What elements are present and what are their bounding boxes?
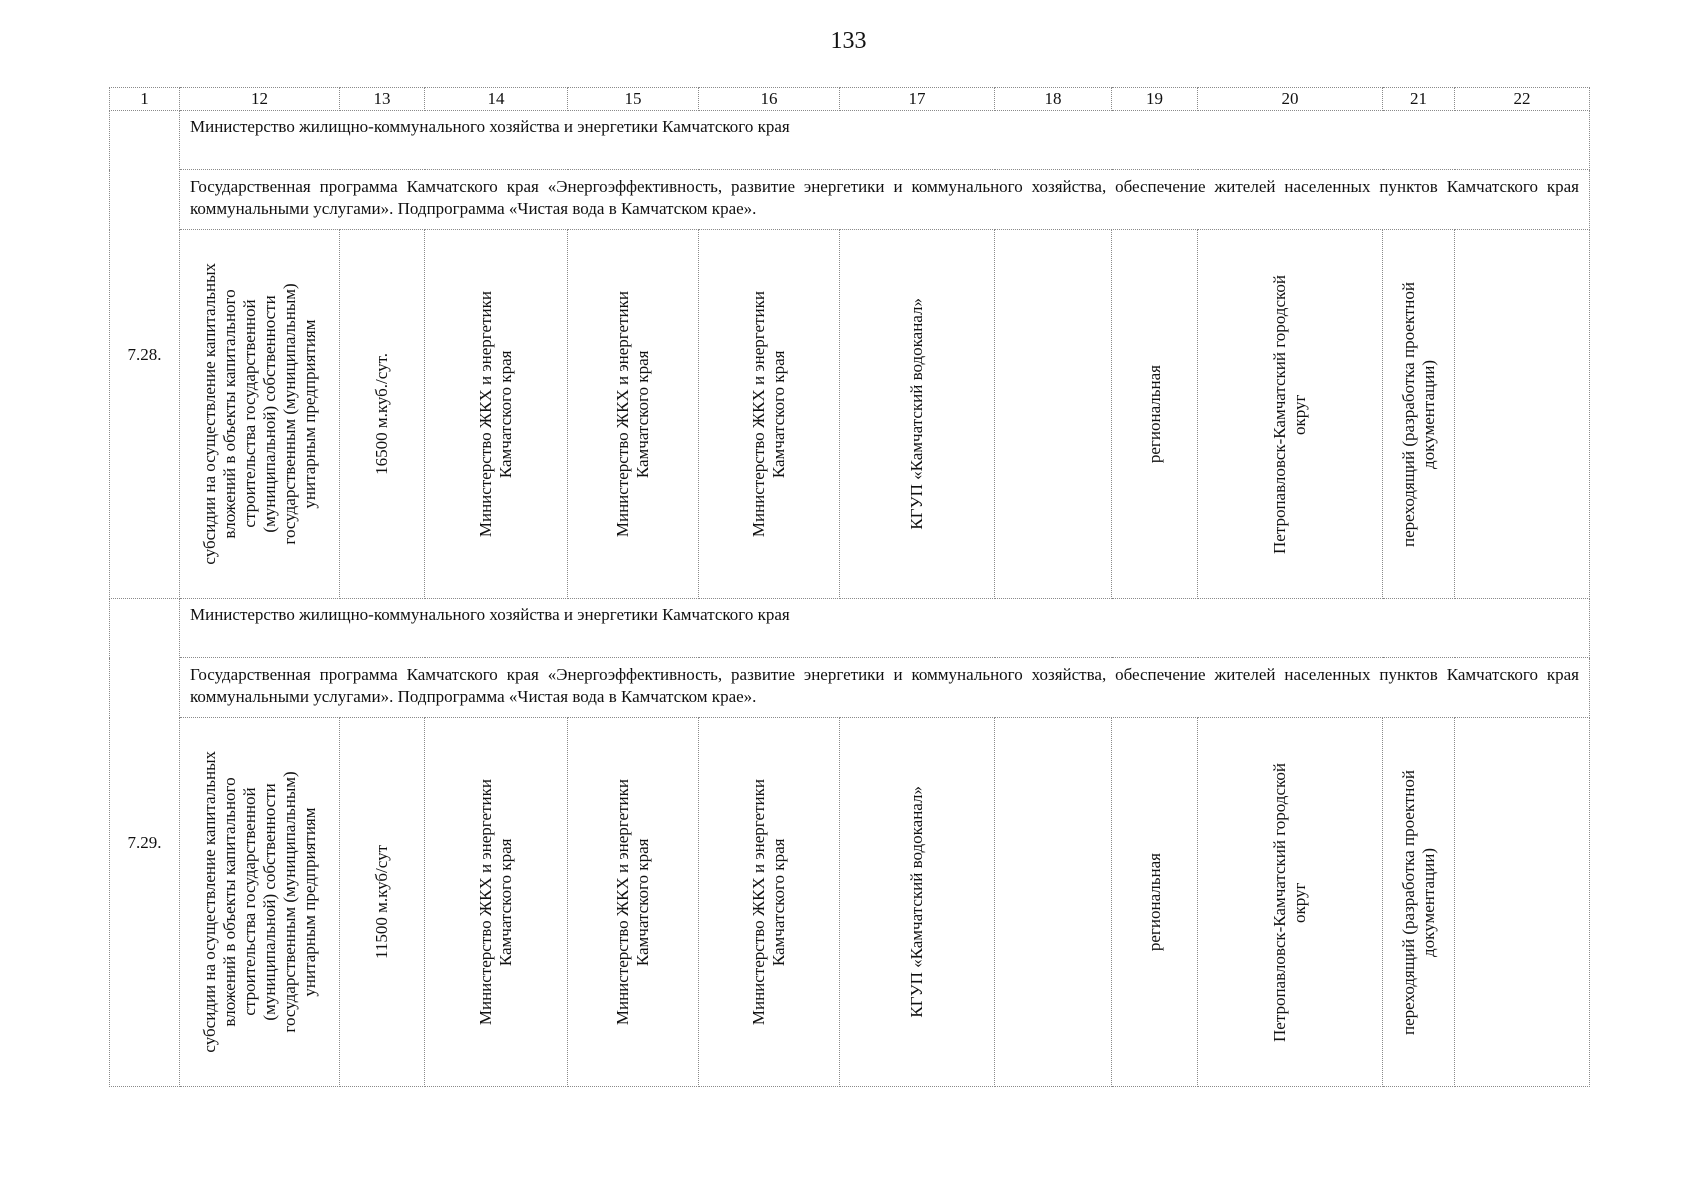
col15-text: Министерство ЖКХ и энергетики Камчатского края [613, 778, 652, 1026]
capacity-text: 11500 м.куб/сут [372, 844, 391, 960]
cell-col19 [1112, 230, 1198, 599]
cell-col22 [1455, 230, 1590, 599]
program-cell [180, 658, 1590, 718]
cell-col15 [568, 230, 699, 599]
col19-text: региональная [1144, 364, 1164, 464]
col20-text: Петропавловск-Камчатский городской округ [1270, 762, 1309, 1042]
col21-text: переходящий (разработка проектной документации) [1398, 281, 1438, 547]
purpose-text: субсидии на осуществление капитальных вложений в объекты капитального строительства государственной (муниципальной) собственности государственным (муниципальным) унитарным предприятиям [199, 263, 319, 565]
cell-col16 [699, 718, 840, 1087]
col17-text: КГУП «Камчатский водоканал» [907, 786, 926, 1018]
column-header: 16 [699, 88, 840, 111]
ministry-text: Министерство жилищно-коммунального хозяйства и энергетики Камчатского края [190, 605, 790, 624]
cell-col22 [1455, 718, 1590, 1087]
row-number: 7.28. [110, 111, 180, 599]
column-header: 17 [840, 88, 995, 111]
ministry-cell [180, 599, 1590, 658]
cell-col18 [995, 718, 1112, 1087]
column-header: 18 [995, 88, 1112, 111]
table-row [110, 599, 1590, 658]
col20-text: Петропавловск-Камчатский городской округ [1270, 274, 1309, 554]
cell-col21 [1383, 718, 1455, 1087]
column-header: 15 [568, 88, 699, 111]
cell-capacity [340, 718, 425, 1087]
column-header: 21 [1383, 88, 1455, 111]
ministry-text: Министерство жилищно-коммунального хозяйства и энергетики Камчатского края [190, 117, 790, 136]
program-cell [180, 170, 1590, 230]
page-number: 133 [830, 28, 867, 54]
column-header: 20 [1198, 88, 1383, 111]
table-row [110, 230, 1590, 599]
cell-col14 [425, 230, 568, 599]
cell-col21 [1383, 230, 1455, 599]
column-header: 1 [110, 88, 180, 111]
capacity-text: 16500 м.куб./сут. [372, 353, 391, 475]
cell-col20 [1198, 718, 1383, 1087]
column-header: 22 [1455, 88, 1590, 111]
cell-col20 [1198, 230, 1383, 599]
col17-text: КГУП «Камчатский водоканал» [907, 298, 926, 530]
cell-purpose [180, 230, 340, 599]
cell-col17 [840, 718, 995, 1087]
data-table [109, 87, 1590, 1087]
col14-text: Министерство ЖКХ и энергетики Камчатского края [476, 778, 515, 1026]
col16-text: Министерство ЖКХ и энергетики Камчатского края [749, 778, 788, 1026]
cell-col16 [699, 230, 840, 599]
purpose-text: субсидии на осуществление капитальных вложений в объекты капитального строительства государственной (муниципальной) собственности государственным (муниципальным) унитарным предприятиям [199, 751, 319, 1053]
program-text: Государственная программа Камчатского края «Энергоэффективность, развитие энергетики и коммунального хозяйства, обеспечение жителей населенных пунктов Камчатского края коммунальными услугами». Подпрограмма «Чистая вода в Камчатском крае». [190, 177, 1579, 218]
column-header: 19 [1112, 88, 1198, 111]
col14-text: Министерство ЖКХ и энергетики Камчатского края [476, 290, 515, 538]
col15-text: Министерство ЖКХ и энергетики Камчатского края [613, 290, 652, 538]
cell-col15 [568, 718, 699, 1087]
cell-col14 [425, 718, 568, 1087]
column-header-row [110, 88, 1590, 111]
cell-col19 [1112, 718, 1198, 1087]
cell-col17 [840, 230, 995, 599]
program-text: Государственная программа Камчатского края «Энергоэффективность, развитие энергетики и коммунального хозяйства, обеспечение жителей населенных пунктов Камчатского края коммунальными услугами». Подпрограмма «Чистая вода в Камчатском крае». [190, 665, 1579, 706]
column-header: 12 [180, 88, 340, 111]
table-row [110, 111, 1590, 170]
row-number: 7.29. [110, 599, 180, 1087]
table-row [110, 658, 1590, 718]
cell-col18 [995, 230, 1112, 599]
col16-text: Министерство ЖКХ и энергетики Камчатского края [749, 290, 788, 538]
cell-capacity [340, 230, 425, 599]
column-header: 14 [425, 88, 568, 111]
table-row [110, 718, 1590, 1087]
col19-text: региональная [1144, 852, 1164, 952]
ministry-cell [180, 111, 1590, 170]
col21-text: переходящий (разработка проектной документации) [1398, 769, 1438, 1035]
cell-purpose [180, 718, 340, 1087]
column-header: 13 [340, 88, 425, 111]
table-row [110, 170, 1590, 230]
